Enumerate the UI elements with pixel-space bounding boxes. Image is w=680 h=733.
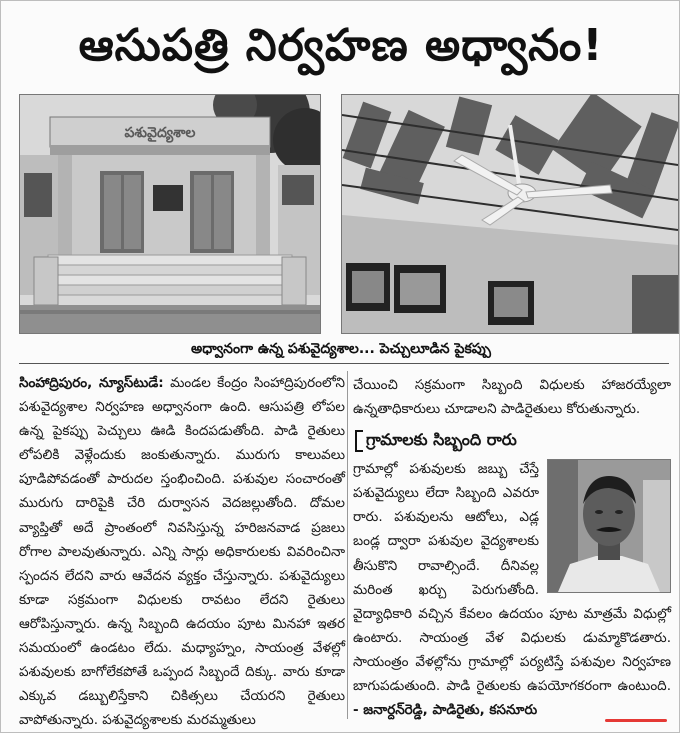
damaged-ceiling-photo [341,94,679,334]
byline-underline [605,719,667,722]
column2-body: గ్రామాల్లో పశువులకు జబ్బు చేస్తే పశువైద్యులు లేదా సిబ్బంది ఎవరూ రారు. పశువులను ఆటోలు, ఎడ్ల బండ్ల ద్వారా పశువుల వైద్యశాలకు తీసుకొని రావాల్సిందే. దీనివల్ల మరింత ఖర్చు పెరుగుతోంది. వైద్యాధికారి వచ్చిన కేవలం ఉదయం పూట మాత్రమే విధుల్లో ఉంటారు. సాయంత్ర వేళ విధులకు డుమ్మాకొడతారు. సాయంత్రం వేళల్లోను గ్రామాల్లో పర్యటిస్తే పశువుల నిర్వహణ బాగుపడుతుంది. పాడి రైతులకు ఉపయోగకరంగా ఉంటుంది. [353,461,671,695]
article-column-1 [19,371,345,732]
column-divider [347,371,348,719]
photo-caption: అధ్వానంగా ఉన్న పశువైద్యశాల... పెచ్చులూడిన పైకప్పు [191,341,491,357]
building-sign-text: పశువైద్యశాల [124,125,196,141]
column1-body: మండల కేంద్రం సింహాద్రిపురంలోని పశువైద్యశాల నిర్వహణ అధ్వానంగా ఉంది. ఆసుపత్రి లోపల ఉన్న పైకప్పు పెచ్చులు ఊడి కిందపడుతోంది. పాడి రైతులు లోపలికి వెళ్లేందుకు జంకుతున్నారు. మురుగు కాలువలు పూడిపోవడంతో పారుదల స్తంభించింది. పశువుల సంచారంతో మురుగు దారిపైకి చేరి దుర్వాసన వెదజల్లుతోంది. దోమల వ్యాప్తితో అదే ప్రాంతంలో నివసిస్తున్న హరిజనవాడ ప్రజలు రోగాల పాలవుతున్నారు. ఎన్ని సార్లు అధికారులకు వివరించినా స్పందన లేదని వారు ఆవేదన వ్యక్తం చేస్తున్నారు. పశువైద్యులు కూడా సక్రమంగా విధులకు రావటం లేదని రైతులు ఆరోపిస్తున్నారు. ఉన్న సిబ్బంది ఉదయం పూట మినహా ఇతర సమయంలో ఉండటం లేదు. మధ్యాహ్నం, సాయంత్ర వేళల్లో పశువులకు బాగోలేకపోతే ఒప్పంద సిబ్బందే దిక్కు. వారు కూడా ఎక్కువ డబ్బులిస్తేకాని చికిత్సలు చేయరని రైతులు వాపోతున్నారు. పశువైద్యశాలకు మరమ్మతులు [19,375,345,729]
column2-top-text: చేయించి సక్రమంగా సిబ్బంది విధులకు హాజరయ్యేలా ఉన్నతాధికారులు చూడాలని పాడిరైతులు కోరుతున్నారు. [353,377,671,418]
bracket-mark-icon [355,430,363,452]
headline: ఆసుపత్రి నిర్వహణ అధ్వానం! [78,20,604,71]
article-column-2 [353,373,671,722]
dateline: సింహాద్రిపురం, న్యూస్‌టుడే: [19,375,164,391]
subheading-text: గ్రామాలకు సిబ్బంది రారు [366,430,517,450]
divider [19,363,669,364]
hospital-building-photo [19,94,321,334]
byline: - జనార్దన్‌రెడ్డి, పాడిరైతు, కసనూరు [353,702,538,719]
farmer-portrait [547,459,671,593]
subheading [355,427,671,453]
